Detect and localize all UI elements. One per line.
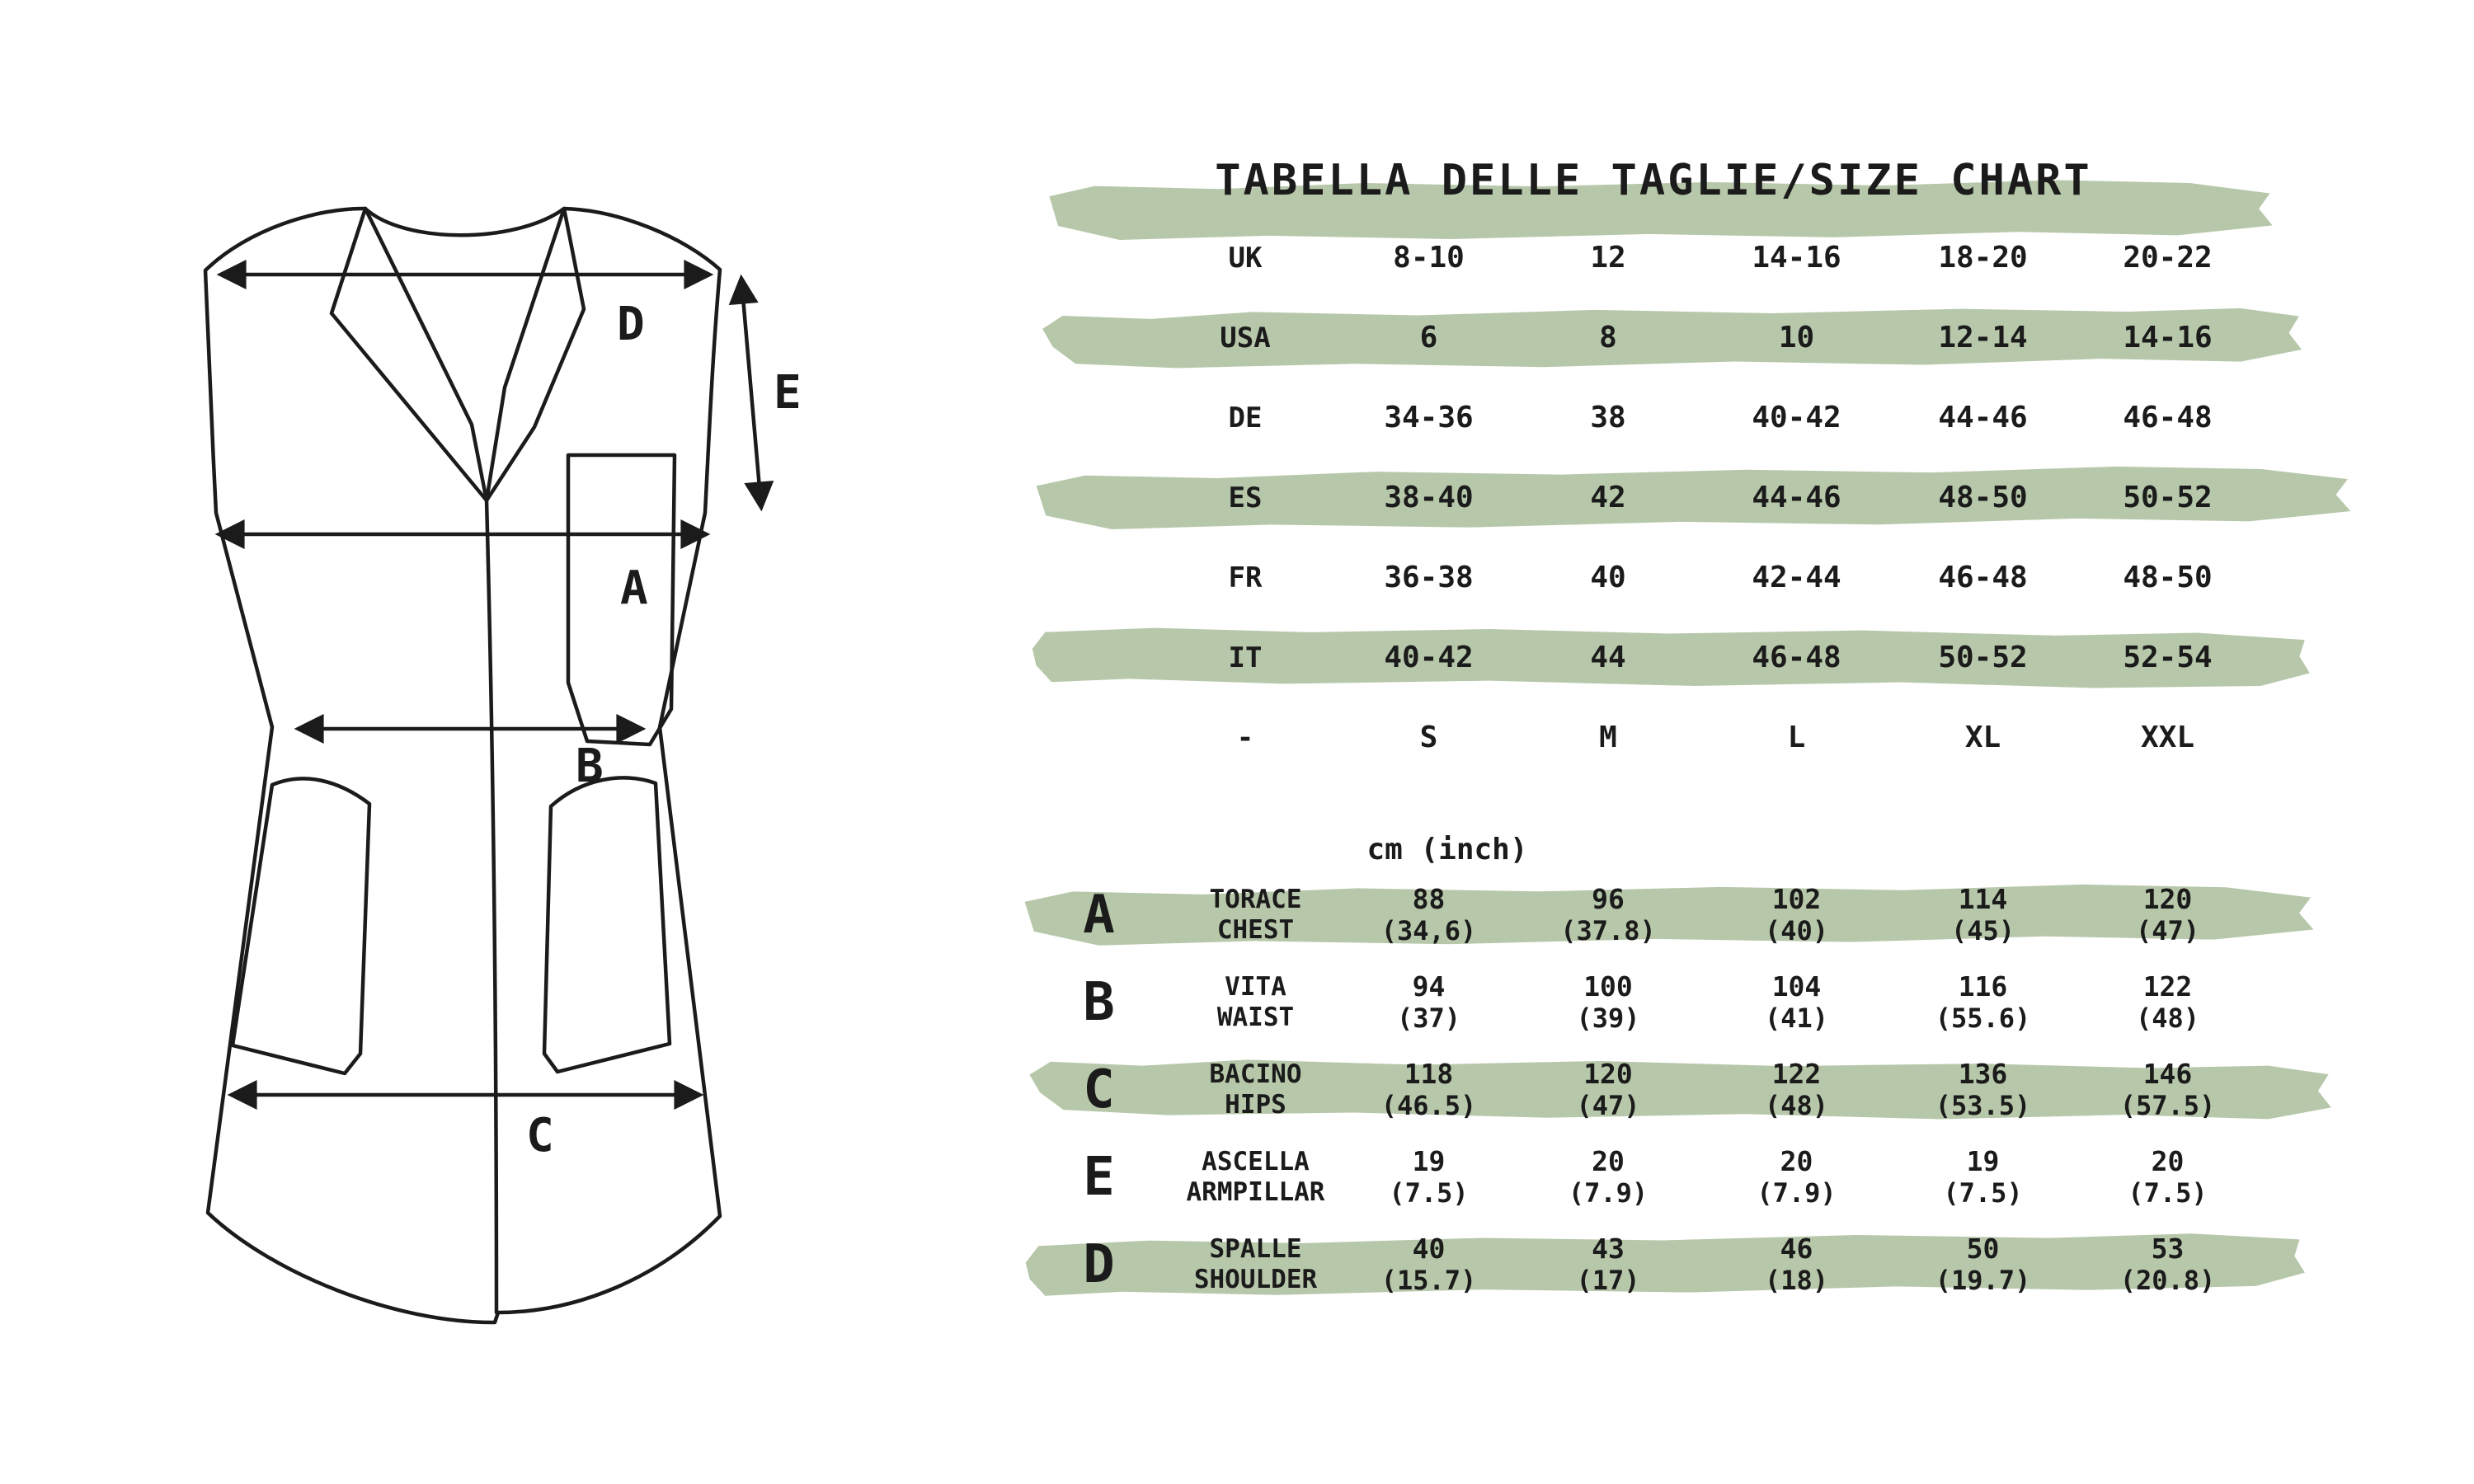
- value-inch: (17): [1576, 1265, 1640, 1296]
- measure-value: [1513, 1233, 1703, 1296]
- value-cm: 102: [1771, 883, 1822, 915]
- measure-letter: A: [1083, 885, 1115, 946]
- value-cm: 53: [2151, 1233, 2185, 1265]
- value-cm: 104: [1771, 970, 1822, 1003]
- value-cm: 43: [1592, 1233, 1625, 1265]
- size-row-es: [1031, 458, 2260, 538]
- value-cm: 50: [1966, 1233, 2000, 1265]
- value-inch: (57.5): [2119, 1090, 2216, 1121]
- measure-value: [1513, 1059, 1703, 1121]
- size-value: 8: [1599, 321, 1617, 355]
- size-value: 18-20: [1938, 241, 2028, 275]
- measure-value: [1513, 1146, 1703, 1209]
- diagram-label-A: A: [620, 561, 648, 615]
- measure-value: [1703, 1146, 1890, 1209]
- size-row-label: -: [1236, 721, 1254, 754]
- value-cm: 100: [1583, 970, 1633, 1003]
- measure-value: [1703, 884, 1890, 946]
- value-cm: 20: [1780, 1145, 1813, 1177]
- unit-note: cm (inch): [1366, 833, 1528, 866]
- measure-value: [2076, 884, 2260, 946]
- value-cm: 136: [1958, 1058, 2008, 1090]
- measure-value: [1513, 971, 1703, 1034]
- value-cm: 96: [1592, 883, 1625, 915]
- measure-value: [1890, 884, 2076, 946]
- size-value: 52-54: [2123, 641, 2213, 674]
- value-inch: (45): [1950, 915, 2015, 946]
- value-cm: 122: [1771, 1058, 1822, 1090]
- value-cm: 46: [1780, 1233, 1813, 1265]
- value-inch: (18): [1764, 1265, 1829, 1296]
- garment-diagram: [165, 173, 887, 1369]
- measure-value: [1344, 1233, 1513, 1296]
- size-value: 8-10: [1393, 241, 1465, 275]
- left-lapel-roll-line: [365, 209, 487, 500]
- size-value: 12: [1590, 241, 1626, 275]
- size-value: 14-16: [2123, 321, 2213, 355]
- size-value: 44-46: [1752, 481, 1841, 514]
- size-value: 40-42: [1752, 401, 1841, 434]
- value-cm: 19: [1412, 1145, 1446, 1177]
- diagram-label-B: B: [576, 740, 604, 793]
- value-inch: (55.6): [1935, 1003, 2031, 1034]
- measure-value: [1344, 1146, 1513, 1209]
- measure-name-it: TORACE: [1209, 885, 1302, 914]
- value-cm: 88: [1412, 883, 1446, 915]
- size-value: 48-50: [2123, 561, 2213, 594]
- value-inch: (47): [1576, 1090, 1640, 1121]
- value-cm: 40: [1412, 1233, 1446, 1265]
- size-value: 44: [1590, 641, 1626, 674]
- value-inch: (7.9): [1568, 1177, 1649, 1209]
- measure-value: [1890, 1059, 2076, 1121]
- measure-row-shoulder: [1031, 1221, 2260, 1308]
- measure-value: [1703, 1233, 1890, 1296]
- measure-row-chest: [1031, 871, 2260, 959]
- lower-pocket-left: [233, 778, 369, 1073]
- size-row-label: IT: [1228, 641, 1263, 674]
- measure-name-en: WAIST: [1216, 1003, 1295, 1032]
- measure-value: [1890, 971, 2076, 1034]
- size-row-label: UK: [1228, 241, 1263, 275]
- size-row-it: [1031, 618, 2260, 697]
- size-row-label: DE: [1228, 401, 1263, 434]
- value-cm: 122: [2142, 970, 2193, 1003]
- size-value: 50-52: [2123, 481, 2213, 514]
- value-cm: 114: [1958, 883, 2008, 915]
- size-row-fr: [1031, 538, 2260, 618]
- size-value: 46-48: [2123, 401, 2213, 434]
- size-row-label: FR: [1228, 561, 1263, 594]
- measure-letter: D: [1083, 1234, 1115, 1295]
- size-value: 50-52: [1938, 641, 2028, 674]
- size-value: 46-48: [1752, 641, 1841, 674]
- value-inch: (39): [1576, 1003, 1640, 1034]
- value-inch: (19.7): [1935, 1265, 2031, 1296]
- size-row-de: [1031, 378, 2260, 458]
- value-inch: (15.7): [1380, 1265, 1477, 1296]
- value-cm: 118: [1404, 1058, 1454, 1090]
- measure-name-it: SPALLE: [1209, 1234, 1302, 1264]
- measure-value: [1703, 1059, 1890, 1121]
- value-inch: (46.5): [1380, 1090, 1477, 1121]
- value-inch: (7.5): [2128, 1177, 2208, 1209]
- size-value: 36-38: [1384, 561, 1474, 594]
- size-value: XL: [1964, 721, 2001, 754]
- measure-value: [1344, 971, 1513, 1034]
- measure-name: [1167, 1234, 1344, 1295]
- measure-letter: C: [1083, 1059, 1115, 1120]
- measure-letter: E: [1083, 1147, 1115, 1208]
- size-chart-table: [1031, 140, 2367, 1352]
- value-inch: (41): [1764, 1003, 1829, 1034]
- size-value: 20-22: [2123, 241, 2213, 275]
- value-inch: (37.8): [1560, 915, 1656, 946]
- measure-value: [1344, 1059, 1513, 1121]
- center-front-line: [487, 500, 496, 1313]
- measure-name: [1167, 885, 1344, 946]
- garment-diagram-svg: [165, 173, 887, 1369]
- size-value: 14-16: [1752, 241, 1841, 275]
- size-value: 40-42: [1384, 641, 1474, 674]
- value-inch: (48): [2135, 1003, 2200, 1034]
- size-value: M: [1599, 721, 1617, 754]
- measure-name-en: CHEST: [1216, 915, 1295, 945]
- size-value: 10: [1778, 321, 1815, 355]
- measure-value: [1344, 884, 1513, 946]
- value-inch: (7.5): [1943, 1177, 2023, 1209]
- value-inch: (40): [1764, 915, 1829, 946]
- diagram-label-C: C: [526, 1109, 554, 1162]
- measure-name-it: VITA: [1225, 972, 1286, 1002]
- measure-name-it: BACINO: [1209, 1059, 1302, 1089]
- measure-name: [1167, 1147, 1344, 1208]
- size-value: 12-14: [1938, 321, 2028, 355]
- measure-letter: B: [1083, 972, 1115, 1033]
- value-inch: (7.9): [1757, 1177, 1837, 1209]
- size-row-usa: [1031, 298, 2260, 378]
- measure-name: [1167, 1059, 1344, 1120]
- chart-title-row: [1031, 151, 2276, 210]
- page-title: TABELLA DELLE TAGLIE/SIZE CHART: [1215, 156, 2092, 205]
- size-value: 40: [1590, 561, 1626, 594]
- size-value: 42: [1590, 481, 1626, 514]
- left-lapel: [332, 209, 487, 500]
- value-inch: (47): [2135, 915, 2200, 946]
- value-cm: 20: [2151, 1145, 2185, 1177]
- measure-name-it: ASCELLA: [1202, 1147, 1310, 1176]
- measure-name-en: SHOULDER: [1193, 1265, 1318, 1294]
- value-inch: (7.5): [1389, 1177, 1469, 1209]
- value-cm: 94: [1412, 970, 1446, 1003]
- diagram-label-E: E: [774, 366, 802, 420]
- value-cm: 19: [1966, 1145, 2000, 1177]
- measure-value: [2076, 971, 2260, 1034]
- measure-row-armpit: [1031, 1134, 2260, 1221]
- value-inch: (20.8): [2119, 1265, 2216, 1296]
- value-inch: (53.5): [1935, 1090, 2031, 1121]
- value-inch: (37): [1396, 1003, 1461, 1034]
- size-value: 38: [1590, 401, 1626, 434]
- value-inch: (48): [1764, 1090, 1829, 1121]
- measure-value: [1890, 1233, 2076, 1296]
- value-cm: 120: [1583, 1058, 1633, 1090]
- measure-value: [2076, 1233, 2260, 1296]
- measure-name: [1167, 972, 1344, 1033]
- size-value: 42-44: [1752, 561, 1841, 594]
- value-cm: 20: [1592, 1145, 1625, 1177]
- measure-value: [1890, 1146, 2076, 1209]
- measure-value: [1703, 971, 1890, 1034]
- size-value: 38-40: [1384, 481, 1474, 514]
- value-cm: 116: [1958, 970, 2008, 1003]
- right-lapel-roll-line: [487, 209, 564, 500]
- garment-outline: [205, 209, 720, 1322]
- lower-pocket-right: [544, 777, 670, 1072]
- measure-value: [1513, 884, 1703, 946]
- size-value: 46-48: [1938, 561, 2028, 594]
- size-value: 34-36: [1384, 401, 1474, 434]
- measure-name-en: ARMPILLAR: [1186, 1177, 1325, 1207]
- value-cm: 146: [2142, 1058, 2193, 1090]
- size-value: XXL: [2140, 721, 2195, 754]
- measure-row-hips: [1031, 1046, 2260, 1134]
- arrow-armpit-E: [741, 279, 761, 507]
- diagram-label-D: D: [617, 298, 645, 351]
- measure-value: [2076, 1146, 2260, 1209]
- size-value: 48-50: [1938, 481, 2028, 514]
- value-inch: (34,6): [1380, 915, 1477, 946]
- value-cm: 120: [2142, 883, 2193, 915]
- measure-value: [2076, 1059, 2260, 1121]
- size-value: L: [1787, 721, 1806, 754]
- size-value: 44-46: [1938, 401, 2028, 434]
- measure-row-waist: [1031, 959, 2260, 1046]
- size-value: S: [1419, 721, 1438, 754]
- measure-name-en: HIPS: [1225, 1090, 1286, 1120]
- size-row-generic: [1031, 697, 2260, 777]
- size-row-label: USA: [1220, 321, 1271, 355]
- size-row-label: ES: [1228, 481, 1263, 514]
- size-value: 6: [1419, 321, 1438, 355]
